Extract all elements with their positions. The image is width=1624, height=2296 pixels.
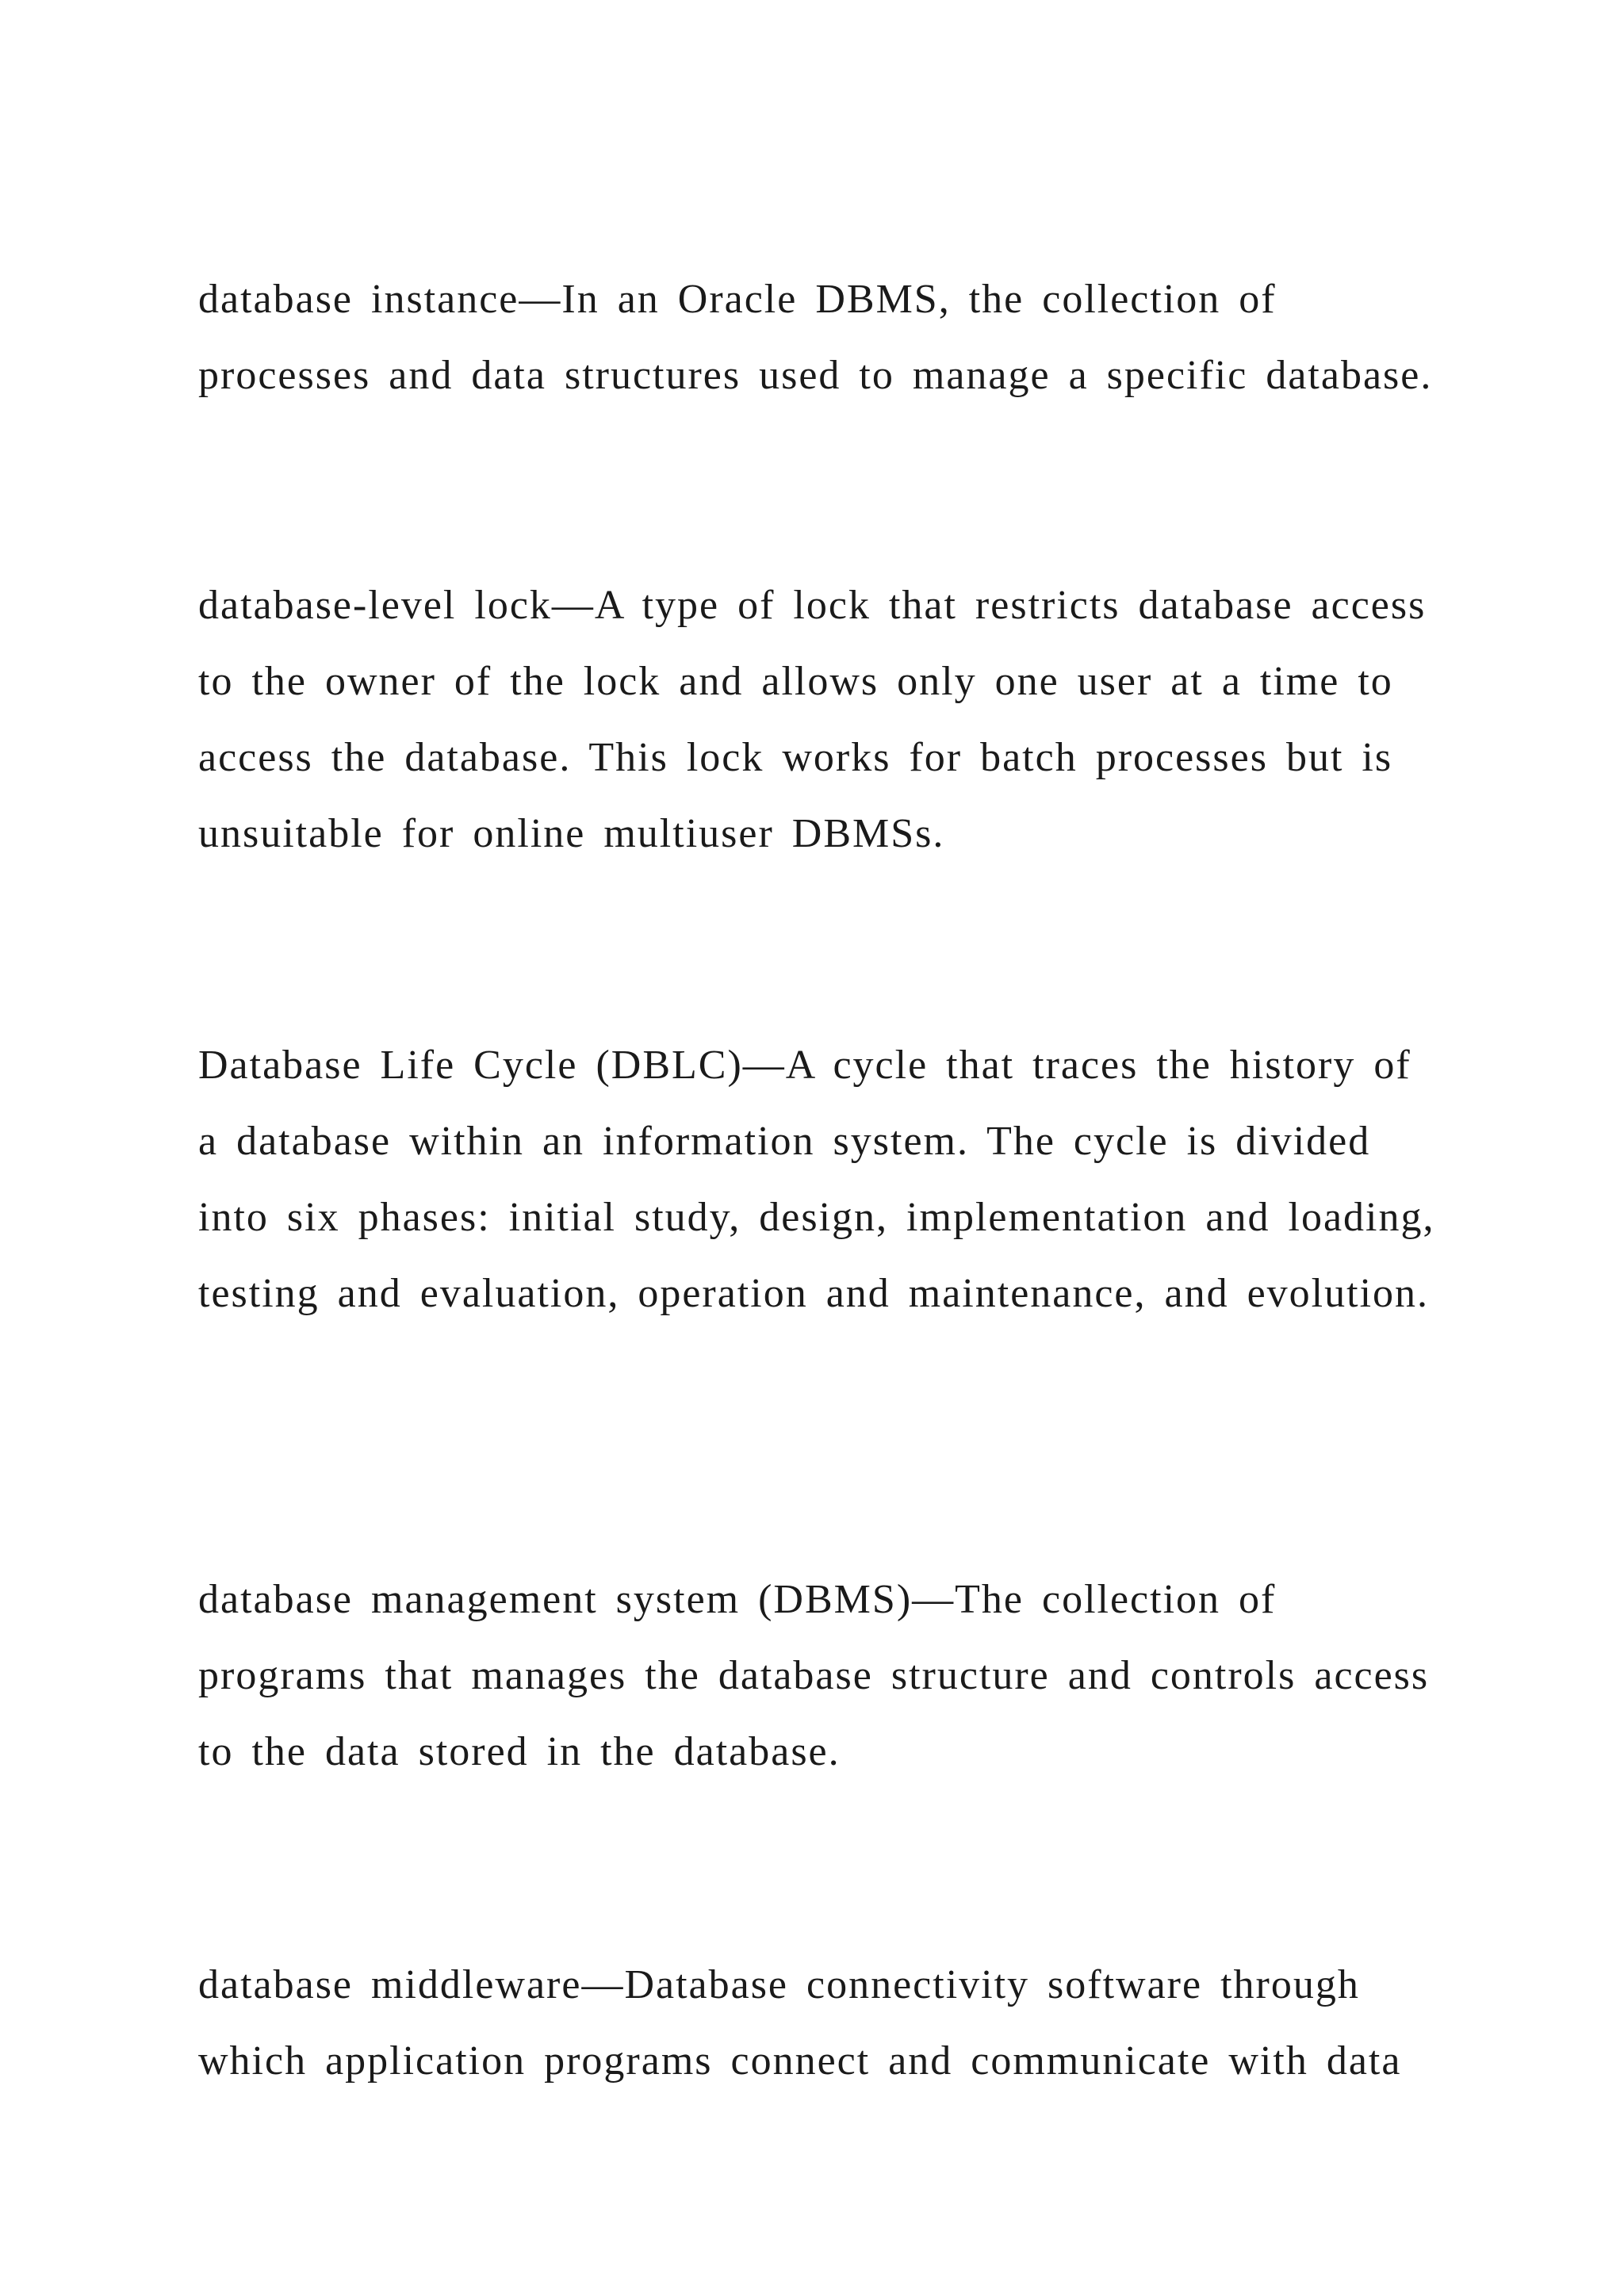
glossary-entry-database-level-lock: database-level lock—A type of lock that restricts database access to the owner of the lock and allows only one user at a time to access the database. This lock works for batch processes but is unsuitable for online multiuser DBMSs. — [198, 583, 1427, 856]
glossary-entry-database-middleware: database middleware—Database connectivity software through which application programs connect and communicate with data — [198, 1962, 1402, 2084]
glossary-entry-database-instance: database instance—In an Oracle DBMS, the collection of processes and data structures used to manage a specific database. — [198, 277, 1433, 398]
glossary-entry-database-life-cycle: Database Life Cycle (DBLC)—A cycle that traces the history of a database within an information system. The cycle is divided into six phases: initial study, design, implementation and loading, testing and evaluation, operation and maintenance, and evolution. — [198, 1043, 1435, 1316]
glossary-entry-database-management-system: database management system (DBMS)—The collection of programs that manages the database structure and controls access to the data stored in the database. — [198, 1577, 1430, 1774]
